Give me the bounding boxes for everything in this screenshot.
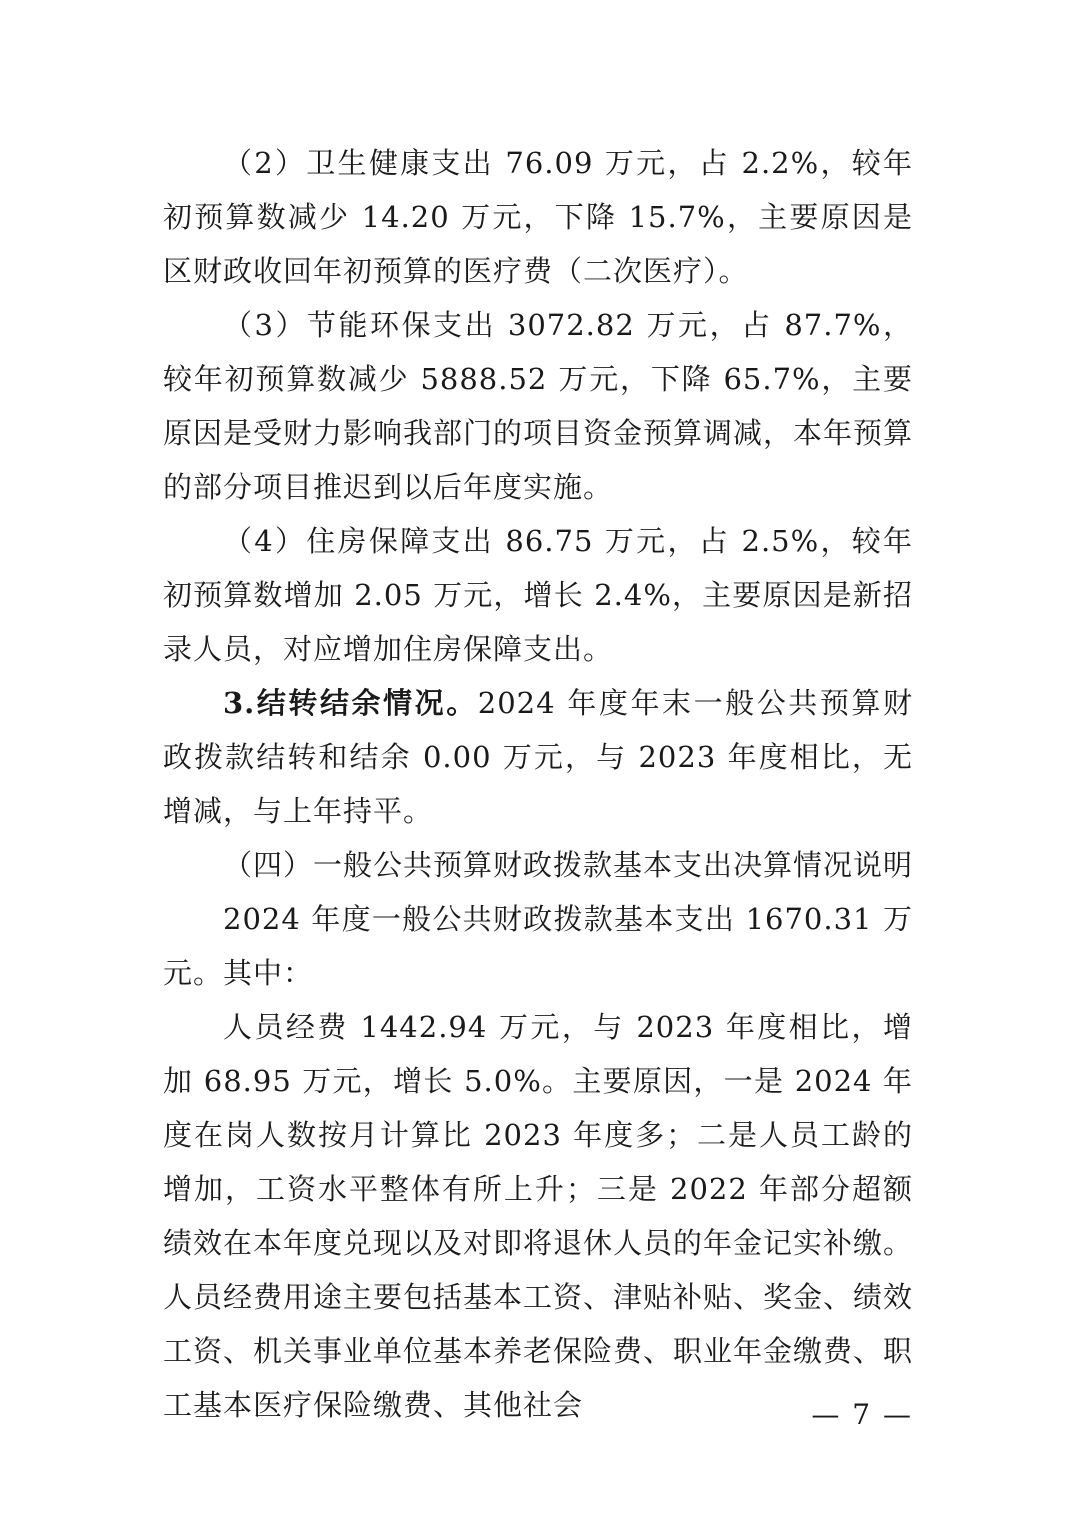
paragraph-health-expenditure: （2）卫生健康支出 76.09 万元，占 2.2%，较年初预算数减少 14.20 万元，下降 15.7%，主要原因是区财政收回年初预算的医疗费（二次医疗）。 <box>163 146 913 288</box>
section-four-heading: （四）一般公共预算财政拨款基本支出决算情况说明 <box>223 848 914 882</box>
carryover-text: 2024 年度年末一般公共预算财政拨款结转和结余 0.00 万元，与 2023 年度相比，无增减，与上年持平。 <box>163 686 913 828</box>
paragraph-energy-expenditure: （3）节能环保支出 3072.82 万元，占 87.7%，较年初预算数减少 5888.52 万元，下降 65.7%，主要原因是受财力影响我部门的项目资金预算调减，本年预算的部分项目推迟到以后年度实施。 <box>163 308 914 504</box>
paragraph-housing-expenditure: （4）住房保障支出 86.75 万元，占 2.5%，较年初预算数增加 2.05 万元，增长 2.4%，主要原因是新招录人员，对应增加住房保障支出。 <box>163 524 913 666</box>
paragraph-basic-expenditure: 2024 年度一般公共财政拨款基本支出 1670.31 万元。其中： <box>163 902 913 990</box>
paragraph-personnel-expenditure: 人员经费 1442.94 万元，与 2023 年度相比，增加 68.95 万元，增长 5.0%。主要原因，一是 2024 年度在岗人数按月计算比 2023 年度多；二是人员工龄的增加，工资水平整体有所上升；三是 2022 年部分超额绩效在本年度兑现以及对即将退休人员的年金记实补缴。人员经费用途主要包括基本工资、津贴补贴、奖金、绩效工资、机关事业单位基本养老保险费、职业年金缴费、职工基本医疗保险缴费、其他社会 <box>163 1010 914 1422</box>
page-number: — 7 — <box>811 1398 913 1431</box>
paragraph-carryover <box>163 676 913 838</box>
carryover-heading: 3.结转结余情况。 <box>223 686 478 720</box>
